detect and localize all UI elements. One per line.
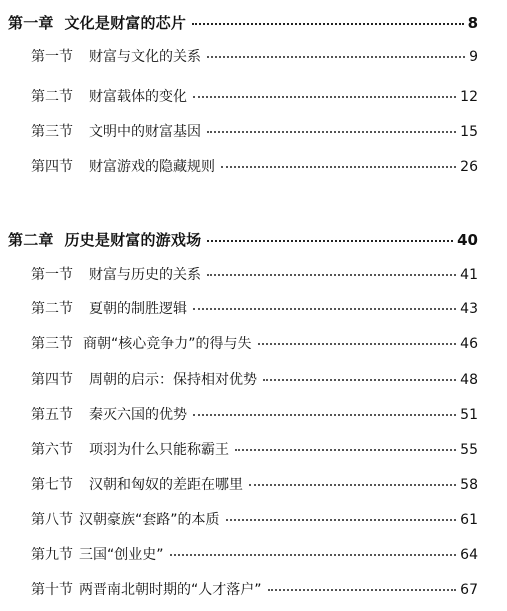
dot-leader <box>193 96 456 98</box>
chapter-heading <box>8 229 201 250</box>
section-number: 第五节 <box>31 407 73 423</box>
section-heading <box>31 298 187 318</box>
section-number: 第六节 <box>31 442 73 458</box>
section-title: 文明中的财富基因 <box>89 124 201 140</box>
dot-leader <box>226 519 457 521</box>
section-entry[interactable] <box>31 439 478 459</box>
section-number: 第四节 <box>31 372 73 388</box>
dot-leader <box>263 379 456 381</box>
section-title: 财富载体的变化 <box>89 89 187 105</box>
chapter-entry[interactable] <box>8 229 478 250</box>
section-title: 周朝的启示：保持相对优势 <box>89 372 257 388</box>
page-number: 9 <box>469 49 478 65</box>
section-entry[interactable] <box>31 86 478 106</box>
section-entry[interactable] <box>31 579 478 599</box>
section-number: 第七节 <box>31 477 73 493</box>
section-number: 第三节 <box>31 124 73 140</box>
page-number: 41 <box>460 267 478 283</box>
page-number: 46 <box>460 336 478 352</box>
dot-leader <box>193 308 456 310</box>
section-entry[interactable] <box>31 369 478 389</box>
dot-leader <box>249 484 456 486</box>
section-entry[interactable] <box>31 474 478 494</box>
page-number: 43 <box>460 301 478 317</box>
page-number: 40 <box>457 231 478 249</box>
section-title: 财富与文化的关系 <box>89 49 201 65</box>
section-number: 第八节 <box>31 512 73 528</box>
section-heading <box>31 333 252 353</box>
page-number: 12 <box>460 89 478 105</box>
dot-leader <box>207 56 465 58</box>
section-title: 秦灭六国的优势 <box>89 407 187 423</box>
section-number: 第一节 <box>31 267 73 283</box>
section-title: 商朝“核心竞争力”的得与失 <box>83 336 252 352</box>
section-entry[interactable] <box>31 544 478 564</box>
section-number: 第九节 <box>31 547 73 563</box>
section-heading <box>31 264 201 284</box>
section-entry[interactable] <box>31 509 478 529</box>
section-entry[interactable] <box>31 404 478 424</box>
page-number: 67 <box>460 582 478 598</box>
dot-leader <box>207 131 456 133</box>
section-heading <box>31 579 262 599</box>
section-number: 第四节 <box>31 159 73 175</box>
section-number: 第十节 <box>31 582 73 598</box>
section-entry[interactable] <box>31 298 478 318</box>
section-number: 第二节 <box>31 89 73 105</box>
chapter-number: 第一章 <box>8 14 54 32</box>
chapter-title: 文化是财富的芯片 <box>64 14 187 32</box>
section-heading <box>31 509 220 529</box>
dot-leader <box>193 414 456 416</box>
page-number: 51 <box>460 407 478 423</box>
dot-leader <box>268 589 457 591</box>
section-heading <box>31 369 257 389</box>
dot-leader <box>207 274 456 276</box>
page-number: 8 <box>467 14 478 32</box>
page-number: 48 <box>460 372 478 388</box>
section-title: 汉朝豪族“套路”的本质 <box>79 512 220 528</box>
section-heading <box>31 86 187 106</box>
section-entry[interactable] <box>31 156 478 176</box>
section-title: 财富与历史的关系 <box>89 267 201 283</box>
section-entry[interactable] <box>31 264 478 284</box>
section-title: 夏朝的制胜逻辑 <box>89 301 187 317</box>
section-title: 项羽为什么只能称霸王 <box>89 442 229 458</box>
section-entry[interactable] <box>31 46 478 66</box>
section-heading <box>31 121 201 141</box>
section-title: 财富游戏的隐藏规则 <box>89 159 215 175</box>
dot-leader <box>170 554 457 556</box>
section-heading <box>31 439 229 459</box>
section-number: 第三节 <box>31 336 73 352</box>
section-title: 两晋南北朝时期的“人才落户” <box>79 582 262 598</box>
page-number: 26 <box>460 159 478 175</box>
dot-leader <box>207 240 453 242</box>
section-heading <box>31 156 215 176</box>
section-title: 汉朝和匈奴的差距在哪里 <box>89 477 243 493</box>
page-number: 55 <box>460 442 478 458</box>
section-heading <box>31 404 187 424</box>
dot-leader <box>221 166 456 168</box>
section-heading <box>31 474 243 494</box>
section-number: 第一节 <box>31 49 73 65</box>
dot-leader <box>192 23 463 25</box>
section-title: 三国“创业史” <box>79 547 164 563</box>
page-number: 61 <box>460 512 478 528</box>
section-heading <box>31 544 164 564</box>
chapter-heading <box>8 12 186 33</box>
chapter-title: 历史是财富的游戏场 <box>64 231 202 249</box>
section-heading <box>31 46 201 66</box>
page-number: 64 <box>460 547 478 563</box>
page-number: 58 <box>460 477 478 493</box>
section-number: 第二节 <box>31 301 73 317</box>
chapter-entry[interactable] <box>8 12 478 33</box>
chapter-number: 第二章 <box>8 231 54 249</box>
section-entry[interactable] <box>31 333 478 353</box>
page-number: 15 <box>460 124 478 140</box>
dot-leader <box>258 343 457 345</box>
section-entry[interactable] <box>31 121 478 141</box>
dot-leader <box>235 449 456 451</box>
